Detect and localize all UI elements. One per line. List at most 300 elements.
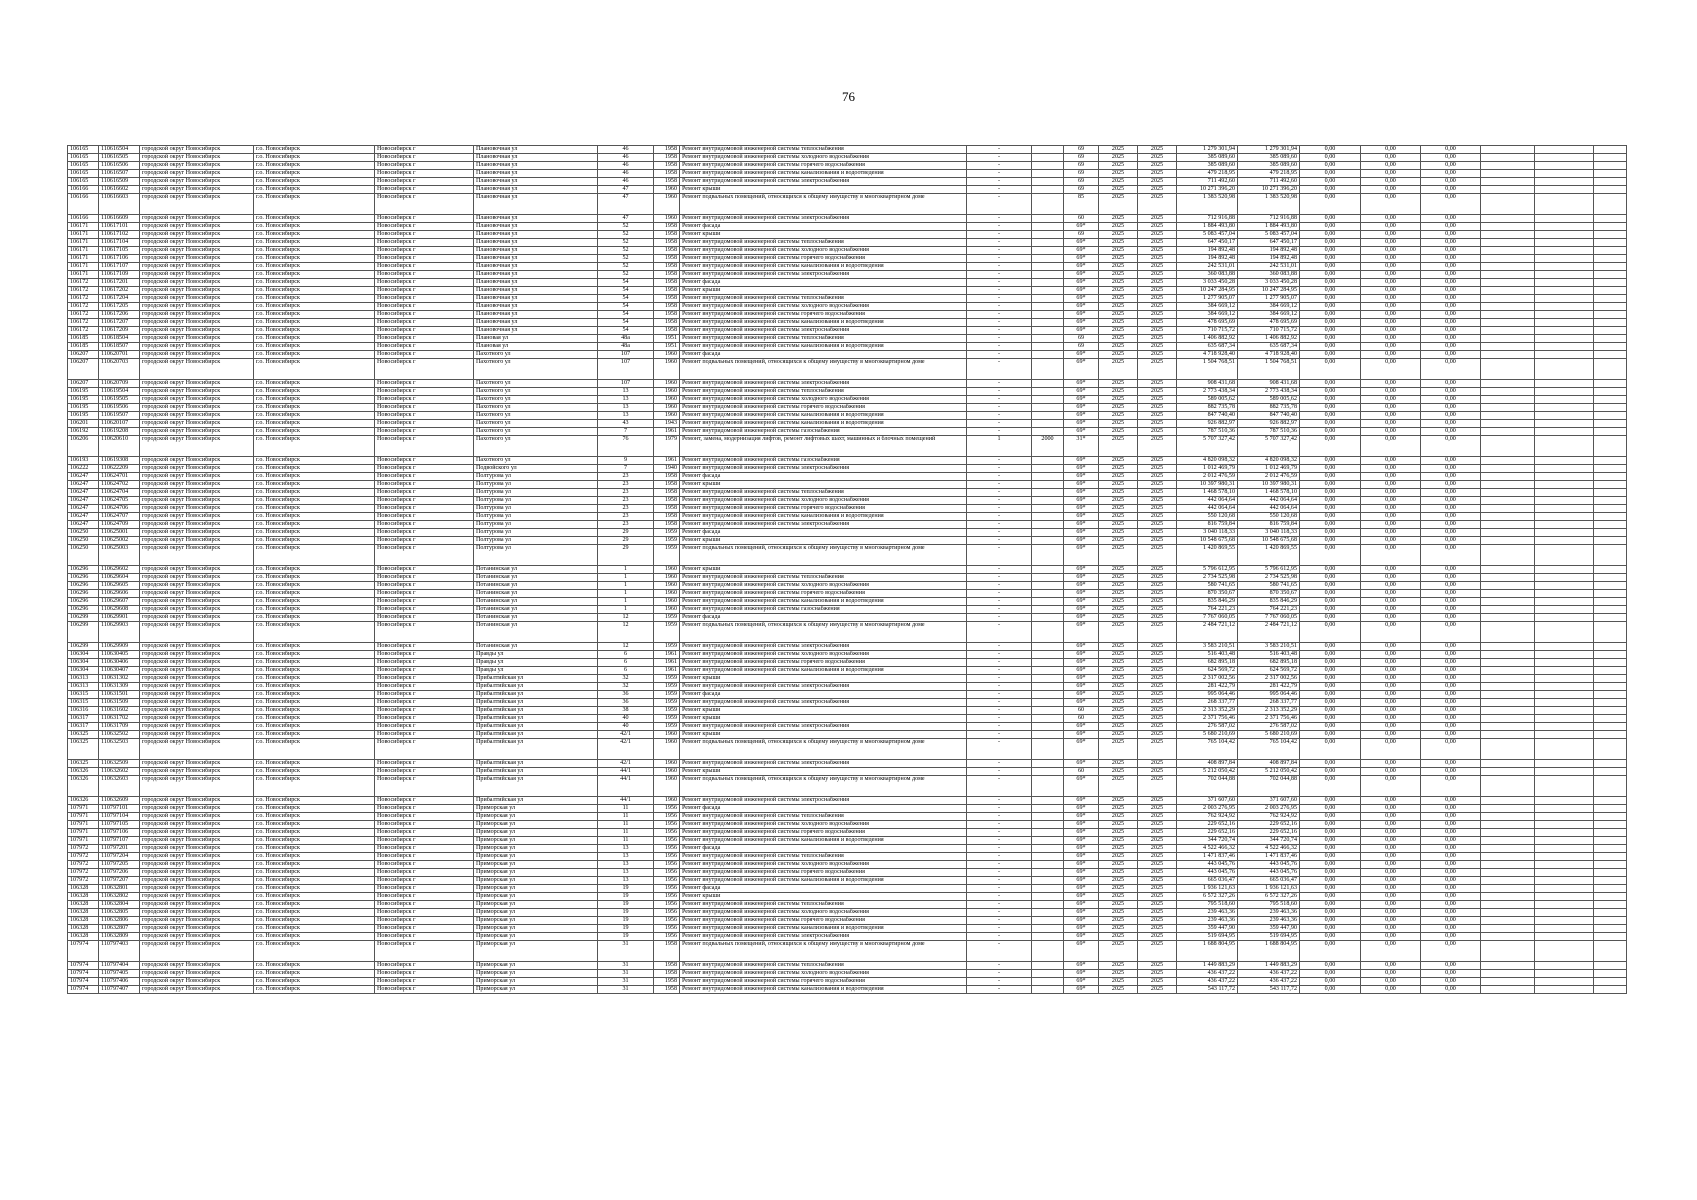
cell-total: 478 695,69 [1177,319,1238,327]
cell-vol [1032,396,1064,404]
cell-f2: 0,00 [1361,380,1421,388]
cell-empty [1535,739,1594,760]
cell-work: Ремонт подвальных помещений, относящихся к общему имуществу в многоквартирном доме [680,941,967,962]
cell-unit: - [967,231,1032,239]
cell-house: 54 [598,319,654,327]
cell-empty [1481,659,1535,667]
cell-f3: 0,00 [1421,436,1481,457]
cell-code: 110632807 [99,925,140,933]
cell-y1: 2025 [1099,404,1138,412]
cell-empty [1481,255,1535,263]
cell-f2: 0,00 [1361,263,1421,271]
cell-street: Плановочная ул [474,239,598,247]
cell-id: 106328 [68,917,99,925]
cell-y2: 2025 [1138,481,1177,489]
cell-empty [1535,194,1594,215]
cell-sum: 2 773 438,34 [1238,388,1300,396]
cell-y2: 2025 [1138,978,1177,986]
cell-work: Ремонт внутридомовой инженерной системы горячего водоснабжения [680,869,967,877]
cell-id: 106247 [68,481,99,489]
cell-id: 106299 [68,622,99,643]
cell-id: 106247 [68,497,99,505]
cell-empty [1535,279,1594,287]
cell-empty [1481,436,1535,457]
cell-vol [1032,933,1064,941]
cell-y1: 2025 [1099,970,1138,978]
cell-city: Новосибирск г [375,691,474,699]
cell-sum: 1 420 869,55 [1238,545,1300,566]
cell-year: 1960 [654,194,680,215]
cell-vol [1032,986,1064,994]
cell-pct: 69* [1064,643,1099,651]
cell-go: г.о. Новосибирск [254,311,375,319]
cell-pct: 69 [1064,343,1099,351]
cell-f2: 0,00 [1361,521,1421,529]
cell-code: 110632804 [99,901,140,909]
cell-y1: 2025 [1099,776,1138,797]
cell-pct: 69* [1064,327,1099,335]
cell-year: 1960 [654,396,680,404]
cell-house: 29 [598,537,654,545]
table-row [68,311,1627,319]
cell-code: 110629604 [99,574,140,582]
cell-city: Новосибирск г [375,845,474,853]
cell-f1: 0,00 [1300,247,1361,255]
cell-sum: 442 064,64 [1238,505,1300,513]
cell-f3: 0,00 [1421,715,1481,723]
cell-f3: 0,00 [1421,529,1481,537]
cell-unit: - [967,893,1032,901]
cell-vol [1032,917,1064,925]
cell-unit: - [967,933,1032,941]
cell-y1: 2025 [1099,675,1138,683]
cell-empty [1594,805,1627,813]
cell-unit: - [967,805,1032,813]
cell-f3: 0,00 [1421,473,1481,481]
cell-okrug: городской округ Новосибирск [140,805,254,813]
cell-empty [1535,327,1594,335]
cell-f2: 0,00 [1361,170,1421,178]
cell-empty [1535,457,1594,465]
cell-city: Новосибирск г [375,154,474,162]
cell-house: 12 [598,643,654,651]
cell-empty [1594,675,1627,683]
cell-street: Приморская ул [474,925,598,933]
cell-empty [1481,893,1535,901]
cell-house: 52 [598,223,654,231]
cell-house: 19 [598,909,654,917]
cell-empty [1594,303,1627,311]
cell-f1: 0,00 [1300,845,1361,853]
cell-pct: 69* [1064,412,1099,420]
cell-empty [1535,351,1594,359]
cell-empty [1481,473,1535,481]
cell-empty [1535,731,1594,739]
table-row [68,255,1627,263]
cell-f2: 0,00 [1361,760,1421,768]
cell-f1: 0,00 [1300,545,1361,566]
cell-f1: 0,00 [1300,893,1361,901]
cell-y2: 2025 [1138,813,1177,821]
cell-f1: 0,00 [1300,760,1361,768]
cell-street: Прибалтийская ул [474,675,598,683]
cell-sum: 1 688 804,95 [1238,941,1300,962]
cell-empty [1594,598,1627,606]
cell-okrug: городской округ Новосибирск [140,343,254,351]
cell-total: 1 504 768,51 [1177,359,1238,380]
cell-unit: - [967,861,1032,869]
cell-street: Плановочная ул [474,186,598,194]
cell-y1: 2025 [1099,606,1138,614]
cell-unit: - [967,739,1032,760]
cell-okrug: городской округ Новосибирск [140,853,254,861]
cell-work: Ремонт внутридомовой инженерной системы канализования и водоотведения [680,263,967,271]
cell-id: 107972 [68,853,99,861]
cell-f3: 0,00 [1421,545,1481,566]
cell-sum: 479 218,95 [1238,170,1300,178]
cell-go: г.о. Новосибирск [254,428,375,436]
cell-empty [1535,901,1594,909]
cell-empty [1481,675,1535,683]
cell-empty [1481,574,1535,582]
cell-go: г.о. Новосибирск [254,925,375,933]
cell-y1: 2025 [1099,311,1138,319]
cell-y1: 2025 [1099,901,1138,909]
cell-pct: 69 [1064,178,1099,186]
cell-year: 1959 [654,545,680,566]
cell-code: 110624707 [99,513,140,521]
cell-pct: 69* [1064,465,1099,473]
table-row [68,239,1627,247]
cell-y2: 2025 [1138,223,1177,231]
cell-total: 229 652,16 [1177,829,1238,837]
cell-city: Новосибирск г [375,715,474,723]
cell-total: 6 572 327,26 [1177,893,1238,901]
cell-sum: 702 044,88 [1238,776,1300,797]
cell-f1: 0,00 [1300,327,1361,335]
cell-empty [1535,845,1594,853]
table-row [68,215,1627,223]
cell-f2: 0,00 [1361,465,1421,473]
cell-street: Пахотного ул [474,396,598,404]
cell-empty [1535,287,1594,295]
cell-code: 110616609 [99,215,140,223]
cell-total: 2 012 476,59 [1177,473,1238,481]
cell-empty [1535,643,1594,651]
cell-pct: 60 [1064,215,1099,223]
cell-street: Плановая ул [474,335,598,343]
cell-f1: 0,00 [1300,231,1361,239]
cell-year: 1960 [654,739,680,760]
cell-okrug: городской округ Новосибирск [140,412,254,420]
cell-f3: 0,00 [1421,412,1481,420]
table-row [68,776,1627,797]
cell-unit: - [967,760,1032,768]
cell-f2: 0,00 [1361,194,1421,215]
cell-empty [1594,893,1627,901]
cell-empty [1481,845,1535,853]
cell-f1: 0,00 [1300,178,1361,186]
cell-vol [1032,869,1064,877]
cell-okrug: городской округ Новосибирск [140,699,254,707]
cell-sum: 194 892,48 [1238,255,1300,263]
cell-id: 106315 [68,699,99,707]
cell-total: 4 820 098,32 [1177,457,1238,465]
cell-empty [1535,797,1594,805]
cell-pct: 69* [1064,699,1099,707]
cell-empty [1594,396,1627,404]
cell-f2: 0,00 [1361,614,1421,622]
cell-f2: 0,00 [1361,739,1421,760]
cell-empty [1535,473,1594,481]
cell-total: 580 741,65 [1177,582,1238,590]
cell-city: Новосибирск г [375,659,474,667]
cell-code: 110617105 [99,247,140,255]
cell-pct: 69* [1064,813,1099,821]
cell-unit: - [967,489,1032,497]
cell-f1: 0,00 [1300,505,1361,513]
cell-f2: 0,00 [1361,473,1421,481]
cell-f1: 0,00 [1300,667,1361,675]
cell-house: 13 [598,412,654,420]
cell-y1: 2025 [1099,622,1138,643]
cell-year: 1958 [654,231,680,239]
cell-sum: 711 492,60 [1238,178,1300,186]
cell-empty [1535,933,1594,941]
cell-f2: 0,00 [1361,768,1421,776]
cell-unit: - [967,667,1032,675]
cell-code: 110629608 [99,606,140,614]
cell-house: 1 [598,574,654,582]
cell-sum: 519 694,95 [1238,933,1300,941]
cell-total: 908 431,68 [1177,380,1238,388]
cell-empty [1481,853,1535,861]
cell-house: 46 [598,154,654,162]
cell-f1: 0,00 [1300,287,1361,295]
cell-f3: 0,00 [1421,821,1481,829]
cell-okrug: городской округ Новосибирск [140,404,254,412]
cell-street: Пахотного ул [474,436,598,457]
cell-house: 44/1 [598,797,654,805]
cell-empty [1594,760,1627,768]
cell-f1: 0,00 [1300,978,1361,986]
cell-y2: 2025 [1138,154,1177,162]
cell-street: Полтурова ул [474,497,598,505]
cell-y2: 2025 [1138,231,1177,239]
cell-street: Плановочная ул [474,247,598,255]
table-row [68,343,1627,351]
cell-unit: - [967,675,1032,683]
cell-house: 31 [598,978,654,986]
cell-empty [1535,861,1594,869]
cell-f1: 0,00 [1300,776,1361,797]
cell-f1: 0,00 [1300,295,1361,303]
cell-house: 11 [598,837,654,845]
cell-empty [1594,614,1627,622]
cell-empty [1594,194,1627,215]
cell-empty [1481,481,1535,489]
cell-empty [1535,215,1594,223]
cell-vol [1032,739,1064,760]
cell-pct: 69* [1064,529,1099,537]
cell-id: 106172 [68,319,99,327]
cell-house: 40 [598,723,654,731]
cell-empty [1481,162,1535,170]
table-row [68,659,1627,667]
cell-okrug: городской округ Новосибирск [140,287,254,295]
cell-pct: 69* [1064,739,1099,760]
cell-house: 7 [598,465,654,473]
cell-vol [1032,970,1064,978]
cell-f2: 0,00 [1361,675,1421,683]
table-row [68,529,1627,537]
cell-empty [1594,877,1627,885]
cell-house: 32 [598,683,654,691]
cell-street: Полтурова ул [474,545,598,566]
cell-go: г.о. Новосибирск [254,829,375,837]
table-row [68,731,1627,739]
cell-y2: 2025 [1138,877,1177,885]
cell-f2: 0,00 [1361,699,1421,707]
cell-unit: - [967,614,1032,622]
cell-code: 110617202 [99,287,140,295]
cell-total: 2 484 721,12 [1177,622,1238,643]
cell-code: 110625001 [99,529,140,537]
cell-f3: 0,00 [1421,970,1481,978]
cell-go: г.о. Новосибирск [254,255,375,263]
cell-empty [1594,505,1627,513]
cell-sum: 710 715,72 [1238,327,1300,335]
cell-city: Новосибирск г [375,420,474,428]
cell-street: Плановочная ул [474,311,598,319]
cell-pct: 69* [1064,614,1099,622]
cell-f3: 0,00 [1421,813,1481,821]
table-row [68,837,1627,845]
cell-id: 106171 [68,223,99,231]
cell-year: 1958 [654,178,680,186]
cell-pct: 60 [1064,715,1099,723]
cell-year: 1960 [654,380,680,388]
cell-sum: 10 271 396,20 [1238,186,1300,194]
cell-work: Ремонт внутридомовой инженерной системы холодного водоснабжения [680,861,967,869]
cell-okrug: городской округ Новосибирск [140,978,254,986]
cell-vol [1032,598,1064,606]
cell-house: 54 [598,327,654,335]
cell-okrug: городской округ Новосибирск [140,380,254,388]
cell-y2: 2025 [1138,853,1177,861]
cell-city: Новосибирск г [375,489,474,497]
cell-y1: 2025 [1099,388,1138,396]
cell-empty [1594,797,1627,805]
cell-id: 106165 [68,162,99,170]
cell-year: 1960 [654,598,680,606]
cell-work: Ремонт внутридомовой инженерной системы канализования и водоотведения [680,513,967,521]
cell-empty [1535,428,1594,436]
cell-sum: 7 767 060,05 [1238,614,1300,622]
cell-year: 1951 [654,343,680,351]
cell-f3: 0,00 [1421,861,1481,869]
cell-empty [1481,457,1535,465]
cell-f1: 0,00 [1300,388,1361,396]
cell-id: 106172 [68,287,99,295]
cell-okrug: городской округ Новосибирск [140,505,254,513]
cell-year: 1958 [654,513,680,521]
cell-year: 1958 [654,505,680,513]
cell-street: Приморская ул [474,869,598,877]
cell-empty [1594,497,1627,505]
cell-empty [1535,651,1594,659]
cell-house: 11 [598,813,654,821]
cell-vol [1032,497,1064,505]
cell-vol [1032,162,1064,170]
cell-work: Ремонт внутридомовой инженерной системы канализования и водоотведения [680,343,967,351]
cell-y1: 2025 [1099,885,1138,893]
cell-f3: 0,00 [1421,869,1481,877]
cell-f3: 0,00 [1421,643,1481,651]
cell-vol [1032,805,1064,813]
cell-empty [1535,962,1594,970]
cell-city: Новосибирск г [375,537,474,545]
cell-empty [1481,194,1535,215]
cell-vol [1032,178,1064,186]
cell-go: г.о. Новосибирск [254,970,375,978]
cell-empty [1481,739,1535,760]
cell-okrug: городской округ Новосибирск [140,186,254,194]
cell-id: 107971 [68,813,99,821]
cell-unit: - [967,545,1032,566]
cell-code: 110797403 [99,941,140,962]
cell-go: г.о. Новосибирск [254,481,375,489]
cell-f3: 0,00 [1421,909,1481,917]
cell-work: Ремонт внутридомовой инженерной системы канализования и водоотведения [680,925,967,933]
cell-work: Ремонт внутридомовой инженерной системы канализования и водоотведения [680,170,967,178]
cell-work: Ремонт фасада [680,885,967,893]
cell-f3: 0,00 [1421,215,1481,223]
cell-f3: 0,00 [1421,893,1481,901]
table-row [68,521,1627,529]
cell-f2: 0,00 [1361,893,1421,901]
cell-f3: 0,00 [1421,380,1481,388]
cell-total: 5 707 327,42 [1177,436,1238,457]
cell-f2: 0,00 [1361,933,1421,941]
cell-f2: 0,00 [1361,404,1421,412]
cell-id: 107971 [68,821,99,829]
cell-house: 13 [598,861,654,869]
cell-f1: 0,00 [1300,154,1361,162]
cell-work: Ремонт фасада [680,279,967,287]
cell-street: Полтурова ул [474,521,598,529]
cell-y1: 2025 [1099,643,1138,651]
cell-okrug: городской округ Новосибирск [140,335,254,343]
cell-okrug: городской округ Новосибирск [140,885,254,893]
cell-house: 107 [598,380,654,388]
cell-vol [1032,537,1064,545]
cell-street: Приморская ул [474,829,598,837]
cell-city: Новосибирск г [375,574,474,582]
cell-y1: 2025 [1099,529,1138,537]
cell-empty [1535,420,1594,428]
cell-empty [1481,380,1535,388]
cell-y1: 2025 [1099,986,1138,994]
cell-id: 106165 [68,146,99,154]
cell-code: 110631302 [99,675,140,683]
cell-f3: 0,00 [1421,805,1481,813]
cell-y1: 2025 [1099,279,1138,287]
cell-unit: - [967,643,1032,651]
cell-code: 110631501 [99,691,140,699]
cell-code: 110616504 [99,146,140,154]
cell-f2: 0,00 [1361,513,1421,521]
